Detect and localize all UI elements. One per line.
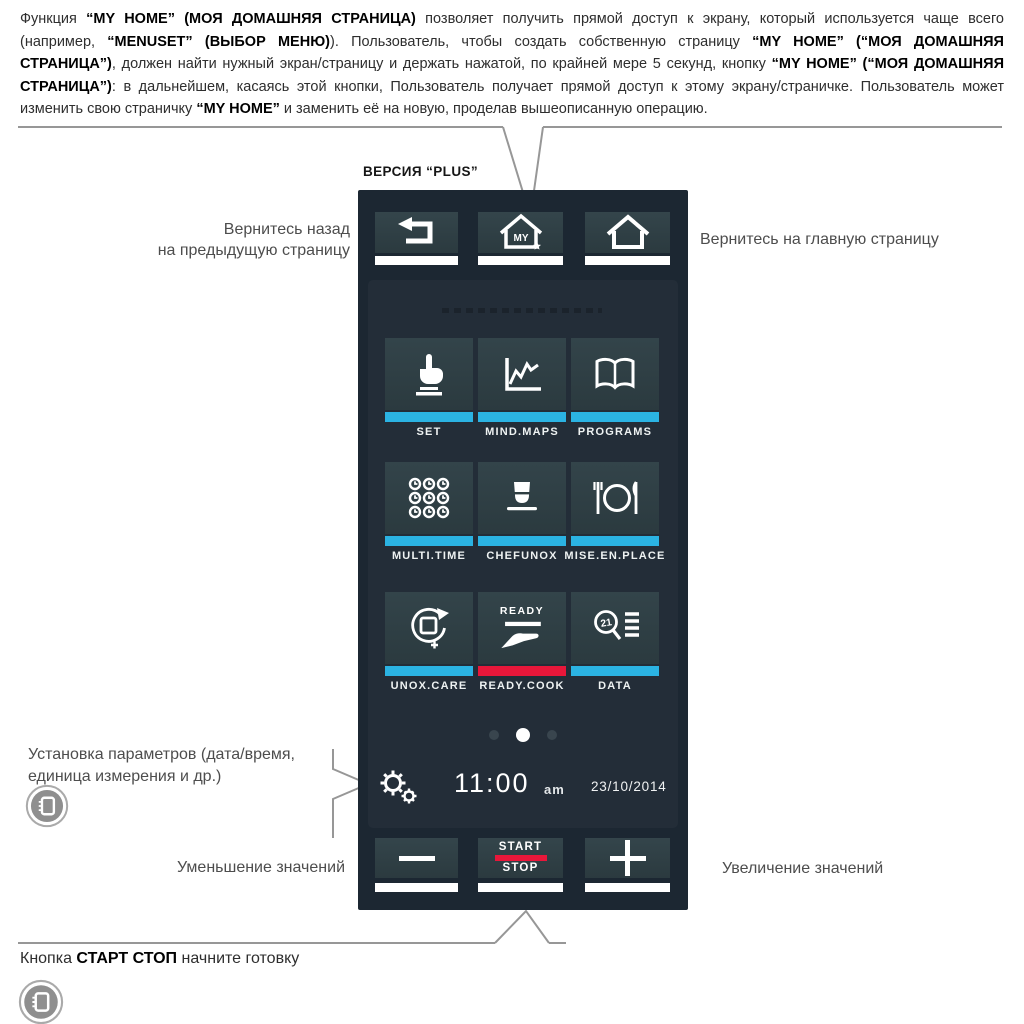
tile-mind-maps[interactable] <box>478 338 566 410</box>
key-underline <box>585 883 670 892</box>
gears-icon[interactable] <box>378 768 418 804</box>
callout-home: Вернитесь на главную страницу <box>700 231 939 248</box>
tile-underline <box>385 536 473 546</box>
intro-segment: “MY HOME” (МОЯ ДОМАШНЯЯ СТРАНИЦА) <box>86 11 416 27</box>
tile-label: SET <box>416 426 442 438</box>
start-stop-red-bar <box>495 855 547 861</box>
refresh-square-icon <box>406 605 452 651</box>
my-home-icon <box>496 212 546 254</box>
svg-text:MY: MY <box>513 232 528 244</box>
pagination-dot[interactable] <box>489 730 499 740</box>
back-arrow-icon <box>394 217 440 249</box>
intro-segment: и заменить её на новую, проделав вышеописанную операцию. <box>279 101 708 117</box>
intro-paragraph <box>20 8 1004 121</box>
my-home-key[interactable] <box>478 212 563 253</box>
start-stop-key[interactable] <box>478 838 563 878</box>
start-stop-note: Кнопка СТАРТ СТОП начните готовку <box>20 950 300 967</box>
oven-touch-panel <box>358 190 688 910</box>
tile-label: MIND.MAPS <box>485 426 559 438</box>
pagination-dot[interactable] <box>516 728 530 742</box>
start-stop-stack <box>495 842 547 875</box>
magnifier-list-icon <box>590 607 640 649</box>
intro-segment: “MY HOME” (“МОЯ ДОМАШНЯЯ СТРАНИЦА”) <box>20 56 1004 95</box>
plus-icon <box>610 840 646 876</box>
intro-segment: позволяет получить прямой доступ к экрану, который используется чаще всего (например, <box>20 11 1004 50</box>
key-underline <box>375 883 458 892</box>
clock-meridiem: am <box>544 782 565 797</box>
callout-decrease: Уменьшение значений <box>176 859 345 876</box>
ready-badge: READY <box>499 605 545 617</box>
key-underline <box>478 883 563 892</box>
tile-underline <box>571 536 659 546</box>
tile-ready-cook[interactable] <box>478 592 566 664</box>
intro-segment: ). Пользователь, чтобы создать собственную страницу <box>329 33 753 50</box>
intro-segment: “MENUSET” (ВЫБОР МЕНЮ) <box>107 33 330 50</box>
intro-segment: “MY HOME” <box>196 101 280 117</box>
minus-icon <box>399 856 435 861</box>
tile-multi-time[interactable] <box>385 462 473 534</box>
press-icon <box>406 351 452 397</box>
intro-segment: Функция <box>20 11 87 27</box>
tile-unox-care[interactable] <box>385 592 473 664</box>
home-key[interactable] <box>585 212 670 253</box>
tile-data[interactable] <box>571 592 659 664</box>
version-label: ВЕРСИЯ “PLUS” <box>363 164 479 179</box>
chef-hat-icon <box>499 477 545 519</box>
faint-ghost-text <box>442 308 602 313</box>
booklet-icon <box>25 784 69 828</box>
tile-label: UNOX.CARE <box>390 680 468 692</box>
intro-segment: “MY HOME” (“МОЯ ДОМАШНЯЯ СТРАНИЦА”) <box>20 33 1004 72</box>
tile-underline <box>571 412 659 422</box>
key-underline <box>478 256 563 265</box>
callout-back: Вернитесь назад на предыдущую страницу <box>157 221 350 259</box>
tile-label: READY.COOK <box>479 680 565 692</box>
intro-segment: : в дальнейшем, касаясь этой кнопки, Пользователь получает прямой доступ к этому экрану/страничке. Пользователь может изменить свою страничку <box>20 78 1004 117</box>
tile-underline <box>478 536 566 546</box>
clock-time: 11:00 <box>454 768 530 798</box>
tile-underline <box>478 412 566 422</box>
key-underline <box>375 256 458 265</box>
multi-clock-icon <box>406 475 452 521</box>
line-chart-icon <box>499 352 545 396</box>
tray-hand-icon <box>497 619 547 651</box>
tile-mise-en-place[interactable] <box>571 462 659 534</box>
plate-cutlery-icon <box>590 477 640 519</box>
tile-underline <box>571 666 659 676</box>
tile-chefunox[interactable] <box>478 462 566 534</box>
tile-set[interactable] <box>385 338 473 410</box>
tile-label: MULTI.TIME <box>391 550 467 562</box>
pagination-dot[interactable] <box>547 730 557 740</box>
start-label: START <box>498 840 543 853</box>
plus-key[interactable] <box>585 838 670 878</box>
minus-key[interactable] <box>375 838 458 878</box>
tile-underline <box>385 666 473 676</box>
pagination-dots <box>358 726 688 744</box>
booklet-icon <box>18 979 64 1024</box>
tile-label: MISE.EN.PLACE <box>564 550 666 562</box>
key-underline <box>585 256 670 265</box>
stop-label: STOP <box>502 862 539 874</box>
tile-underline <box>385 412 473 422</box>
tile-label: DATA <box>598 680 632 692</box>
tile-label: CHEFUNOX <box>486 550 558 562</box>
tile-underline <box>478 666 566 676</box>
back-key[interactable] <box>375 212 458 253</box>
intro-segment: , должен найти нужный экран/страницу и держать нажатой, по крайней мере 5 секунд, кнопку <box>111 56 772 72</box>
home-icon <box>603 212 653 254</box>
callout-increase: Увеличение значений <box>722 860 884 877</box>
tile-programs[interactable] <box>571 338 659 410</box>
svg-text:21: 21 <box>599 617 613 630</box>
open-book-icon <box>591 355 639 393</box>
callout-settings: Установка параметров (дата/время, единица измерения и др.) <box>28 746 295 785</box>
clock-date: 23/10/2014 <box>591 779 667 794</box>
startstop-pointer-line <box>495 911 549 943</box>
tile-label: PROGRAMS <box>577 426 653 438</box>
